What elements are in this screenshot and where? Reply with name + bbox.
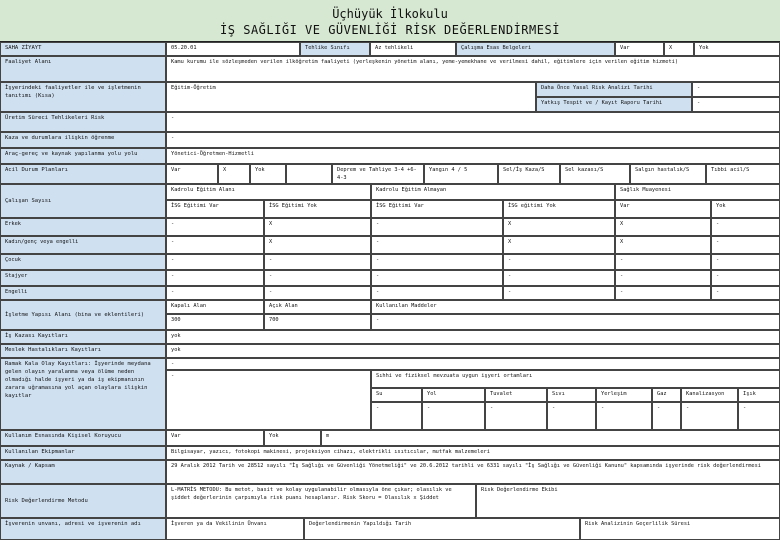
table-cell: X <box>615 218 711 236</box>
table-cell: - <box>711 270 780 286</box>
tehlike-sinifi-value: Az tehlikeli <box>370 42 456 56</box>
visit-date: 05.20.01 <box>166 42 300 56</box>
arac-gerec-value: Yönetici-Öğretmen-Hizmetli <box>166 148 780 164</box>
col-saglik-var: Var <box>615 200 711 218</box>
fiziksel-col-gaz: Gaz <box>652 388 681 402</box>
table-cell: - <box>547 402 596 430</box>
table-cell: - <box>166 286 264 300</box>
table-row-label: Erkek <box>0 218 166 236</box>
acil-var: Var <box>166 164 218 184</box>
meslek-hastaligi-value: yok <box>166 344 780 358</box>
table-cell: - <box>711 236 780 254</box>
table-cell: - <box>615 270 711 286</box>
table-cell: - <box>503 286 615 300</box>
table-cell: - <box>371 254 503 270</box>
arac-gerec-label: Araç-gereç ve kaynak yapılanma yolu yolu <box>0 148 166 164</box>
table-cell: - <box>596 402 652 430</box>
ramak-kala-label: Ramak Kala Olay Kayıtları: İşyerinde meydana gelen olayın yaralanma veya ölüme neden olmadığı halde işyeri ya da iş ekipmanının zarara uğramasına yol açan olaylara ilişkin kayıtlar <box>0 358 166 430</box>
col-isg-var-2: İSG Eğitimi Var <box>371 200 503 218</box>
isyeri-tanitim-label: İşyerindeki faaliyetler ile ve işletmenin tanıtımı (Kısa) <box>0 82 166 112</box>
table-cell: X <box>615 236 711 254</box>
onceki-risk-analizi-value: - <box>692 82 780 97</box>
form-heading: İŞ SAĞLIĞI VE GÜVENLİĞİ RİSK DEĞERLENDİRMESİ <box>220 23 560 37</box>
belge-yok: Yok <box>694 42 780 56</box>
fiziksel-col-tuvalet: Tuvalet <box>485 388 547 402</box>
uretim-sureci-label: Üretim Süreci Tehlikeleri Risk <box>0 112 166 132</box>
table-cell: X <box>503 218 615 236</box>
table-cell: - <box>711 286 780 300</box>
kapali-alan-header: Kapalı Alan <box>166 300 264 314</box>
is-kazasi-value: yok <box>166 330 780 344</box>
table-cell: - <box>652 402 681 430</box>
fiziksel-ortam-title: Sıhhi ve fiziksel mevzuata uygun işyeri ortamları <box>371 370 780 388</box>
kullanilan-maddeler-header: Kullanılan Maddeler <box>371 300 780 314</box>
table-row-label: Engelli <box>0 286 166 300</box>
table-cell: - <box>711 218 780 236</box>
isveren-bilgi-label: İşverenin unvanı, adresi ve işverenin adı <box>0 518 166 540</box>
uretim-sureci-value: - <box>166 112 780 132</box>
gecerlilik-suresi-label: Risk Analizinin Geçerlilik Süresi <box>580 518 780 540</box>
table-cell: - <box>166 236 264 254</box>
kkd-var: Var <box>166 430 264 446</box>
kkd-yok: Yok <box>264 430 321 446</box>
table-cell: - <box>371 402 422 430</box>
kkd-m: m <box>321 430 780 446</box>
kullanilan-maddeler-value: - <box>371 314 780 330</box>
kaynak-value: 29 Aralık 2012 Tarih ve 28512 sayılı "İş Sağlığı ve Güvenliği Yönetmeliği" ve 20.6.2012 tarihli ve 6331 sayılı "İş Sağlığı ve Güvenliği Kanunu" kapsamında işyerinde risk değerlendirmesi <box>166 460 780 484</box>
risk-ekibi: Risk Değerlendirme Ekibi <box>476 484 780 518</box>
col-isg-var-1: İSG Eğitimi Var <box>166 200 264 218</box>
onceki-risk-analizi-label: Daha Önce Yasal Risk Analizi Tarihi <box>536 82 692 97</box>
table-cell: X <box>503 236 615 254</box>
table-cell: - <box>371 286 503 300</box>
table-cell: - <box>503 270 615 286</box>
acil-yok: Yok <box>250 164 286 184</box>
table-cell: - <box>264 286 371 300</box>
table-cell: X <box>264 236 371 254</box>
risk-metodu-value: L-MATRİS METODU: Bu metot, basit ve kolay uygulanabilir olmasıyla öne çıkar; olasılık ve şiddet değerlerinin çarpımıyla risk puanı hesaplanır. Risk Skoru = Olasılık x Şiddet <box>166 484 476 518</box>
fiziksel-col-yol: Yol <box>422 388 485 402</box>
acik-alan-header: Açık Alan <box>264 300 371 314</box>
plan-deprem: Deprem ve Tahliye 3-4 +6-4-3 <box>332 164 424 184</box>
belge-var: Var <box>615 42 664 56</box>
group-egitim-almayan: Kadrolu Eğitim Almayan <box>371 184 615 200</box>
table-cell: - <box>422 402 485 430</box>
ekipmanlar-label: Kullanılan Ekipmanlar <box>0 446 166 460</box>
table-cell: - <box>264 254 371 270</box>
isletme-yapisi-label: İşletme Yapısı Alanı (bina ve eklentileri) <box>0 300 166 330</box>
kapali-alan-value: 300 <box>166 314 264 330</box>
plan-sel-kazasi: Sel kazası/S <box>560 164 630 184</box>
table-cell: - <box>264 270 371 286</box>
table-cell: - <box>166 218 264 236</box>
table-row-label: Çocuk <box>0 254 166 270</box>
table-cell: - <box>371 218 503 236</box>
col-isg-yok-2: İSG eğitimi Yok <box>503 200 615 218</box>
risk-metodu-label: Risk Değerlendirme Metodu <box>0 484 166 518</box>
table-cell: - <box>681 402 738 430</box>
plan-yangin: Yangın 4 / 5 <box>424 164 498 184</box>
faaliyet-alani-value: Kamu kurumu ile sözleşmeden verilen ilköğretim faaliyeti (yerleşkenin yönetim alanı, yeme-yemekhane ve verilmesi dahil, eğitimlere için verilen eğitim hizmeti) <box>166 56 780 82</box>
fiziksel-col-sivi: Sıvı <box>547 388 596 402</box>
table-cell: - <box>485 402 547 430</box>
col-saglik-yok: Yok <box>711 200 780 218</box>
table-cell: - <box>711 254 780 270</box>
table-cell: - <box>166 254 264 270</box>
plan-sel: Sel/İş Kaza/S <box>498 164 560 184</box>
table-cell: - <box>166 270 264 286</box>
table-row-label: Kadın/genç veya engelli <box>0 236 166 254</box>
group-egitim-alani: Kadrolu Eğitim Alanı <box>166 184 371 200</box>
plan-salgin: Salgın hastalık/S <box>630 164 706 184</box>
fiziksel-col-kanalizasyon: Kanalizasyon <box>681 388 738 402</box>
acil-empty <box>286 164 332 184</box>
table-cell: X <box>264 218 371 236</box>
faaliyet-alani-label: Faaliyet Alanı <box>0 56 166 82</box>
fiziksel-col-su: Su <box>371 388 422 402</box>
yatkis-tespit-value: - <box>692 97 780 112</box>
col-isg-yok-1: İSG Eğitimi Yok <box>264 200 371 218</box>
table-cell: - <box>615 254 711 270</box>
meslek-hastaligi-label: Meslek Hastalıkları Kayıtları <box>0 344 166 358</box>
kaza-durumlari-value: - <box>166 132 780 148</box>
table-row-label: Stajyer <box>0 270 166 286</box>
belge-x: X <box>664 42 694 56</box>
tehlike-sinifi-label: Tehlike Sınıfı <box>300 42 370 56</box>
is-kazasi-label: İş Kazası Kayıtları <box>0 330 166 344</box>
table-cell: - <box>371 236 503 254</box>
group-saglik-muayenesi: Sağlık Muayenesi <box>615 184 780 200</box>
acil-durum-label: Acil Durum Planları <box>0 164 166 184</box>
acik-alan-value: 700 <box>264 314 371 330</box>
isyeri-tanitim-value: Eğitim-Öğretim <box>166 82 536 112</box>
isveren-unvani-label: İşveren ya da Vekilinin Ünvanı <box>166 518 304 540</box>
table-cell: - <box>738 402 780 430</box>
table-cell: - <box>615 286 711 300</box>
ekipmanlar-value: Bilgisayar, yazıcı, fotokopi makinesi, projeksiyon cihazı, elektrikli ısıtıcılar, mutfak malzemeleri <box>166 446 780 460</box>
calisma-belgeleri-label: Çalışma Esas Belgeleri <box>456 42 615 56</box>
plan-tibbi-acil: Tıbbi acil/S <box>706 164 780 184</box>
ramak-kala-value-2: - <box>166 370 371 430</box>
fiziksel-col-yerlesim: Yerleşim <box>596 388 652 402</box>
ramak-kala-value-1: - <box>166 358 780 370</box>
degerlendirme-tarihi-label: Değerlendirmenin Yapıldığı Tarih <box>304 518 580 540</box>
calisan-sayisi-label: Çalışan Sayısı <box>0 184 166 218</box>
yatkis-tespit-label: Yatkış Tespit ve / Kayıt Raporu Tarihi <box>536 97 692 112</box>
acil-x: X <box>218 164 250 184</box>
form-title <box>0 0 780 42</box>
saha-ziyaret-label: SAHA ZİYAYT <box>0 42 166 56</box>
school-name: Üçhüyük İlkokulu <box>332 7 448 21</box>
kkd-label: Kullanım Esnasında Kişisel Koruyucu <box>0 430 166 446</box>
table-cell: - <box>371 270 503 286</box>
fiziksel-col-isik: Işık <box>738 388 780 402</box>
kaza-durumlari-label: Kaza ve durumlara ilişkin öğrenme <box>0 132 166 148</box>
table-cell: - <box>503 254 615 270</box>
kaynak-label: Kaynak / Kapsam <box>0 460 166 484</box>
